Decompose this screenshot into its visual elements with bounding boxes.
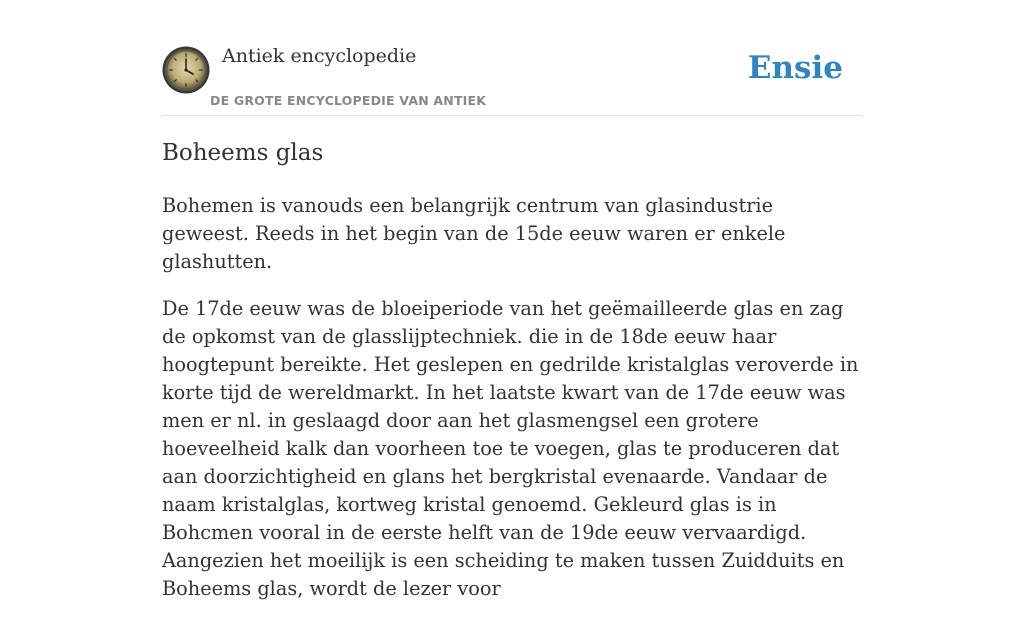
- site-subtitle: DE GROTE ENCYCLOPEDIE VAN ANTIEK: [210, 93, 487, 108]
- header-divider: [162, 115, 862, 116]
- antique-clock-icon[interactable]: [162, 46, 210, 94]
- article-body: [162, 192, 862, 622]
- brand-logo[interactable]: Ensie: [747, 50, 843, 86]
- article-title: Boheems glas: [162, 140, 324, 166]
- article-paragraph: Bohemen is vanouds een belangrijk centrum van glasindustrie geweest. Reeds in het begin van de 15de eeuw waren er enkele glashutten.: [162, 194, 786, 273]
- site-title[interactable]: Antiek encyclopedie: [222, 45, 417, 67]
- article-paragraph: De 17de eeuw was de bloeiperiode van het geëmailleerde glas en zag de opkomst van de glasslijptechniek. die in de 18de eeuw haar hoogtepunt bereikte. Het geslepen en gedrilde kristalglas veroverde in korte tijd de wereldmarkt. In het laatste kwart van de 17de eeuw was men er nl. in geslaagd door aan het glasmengsel een grotere hoeveelheid kalk dan voorheen toe te voegen, glas te produceren dat aan doorzichtigheid en glans het bergkristal evenaarde. Vandaar de naam kristalglas, kortweg kristal genoemd. Gekleurd glas is in Bohcmen vooral in de eerste helft van de 19de eeuw vervaardigd. Aangezien het moeilijk is een scheiding te maken tussen Zuidduits en Boheems glas, wordt de lezer voor: [162, 297, 859, 600]
